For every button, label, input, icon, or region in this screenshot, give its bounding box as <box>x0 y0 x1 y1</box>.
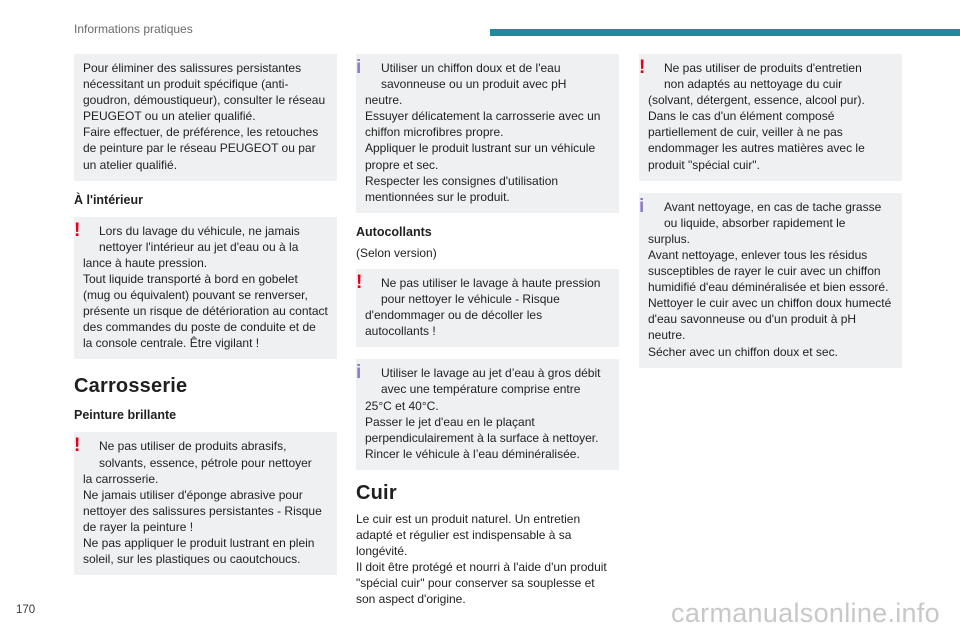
text-line: (solvant, détergent, essence, alcool pur). <box>648 93 865 108</box>
text-line: propre et sec. <box>365 157 439 172</box>
header-title: Informations pratiques <box>74 22 193 36</box>
info-icon: i <box>356 57 362 78</box>
text-line: Le cuir est un produit naturel. Un entretien <box>356 511 581 526</box>
text-line: endommager les autres matières avec le <box>648 141 865 156</box>
text-line: Nettoyer le cuir avec un chiffon doux humecté <box>648 296 892 311</box>
text-line: Faire effectuer, de préférence, les retouches <box>83 125 319 140</box>
text-line: mentionnées sur le produit. <box>365 189 510 204</box>
text-line: adapté et régulier est indispensable à sa <box>356 527 572 542</box>
text-line: pour nettoyer le véhicule - Risque <box>381 292 560 307</box>
text-line: la carrosserie. <box>83 471 159 486</box>
text-line: nettoyer l'intérieur au jet d'eau ou à la <box>99 239 299 254</box>
text-line: chiffon microfibres propre. <box>365 125 504 140</box>
text-line: goudron, démoustiqueur), consulter le réseau <box>83 93 326 108</box>
exclamation-icon: ! <box>74 219 81 241</box>
text-line: autocollants ! <box>365 324 436 339</box>
text-line: Appliquer le produit lustrant sur un véhicule <box>365 141 596 156</box>
text-line: lance à haute pression. <box>83 255 208 270</box>
info-box-persistent-dirt <box>74 54 337 181</box>
text-line: Pour éliminer des salissures persistantes <box>83 61 302 75</box>
text-line: un atelier qualifié. <box>83 157 178 172</box>
text-line: des commandes du poste de conduite et de <box>83 320 316 335</box>
text-line: surplus. <box>648 231 691 246</box>
text-line: solvants, essence, pétrole pour nettoyer <box>99 455 312 470</box>
header-accent-bar <box>490 29 960 36</box>
text-line: Lors du lavage du véhicule, ne jamais <box>99 223 300 238</box>
text-line: Ne jamais utiliser d'éponge abrasive pour <box>83 487 303 502</box>
info-box-leather-cleaning <box>639 193 902 368</box>
text-line: son aspect d'origine. <box>356 592 466 607</box>
column-3 <box>639 54 902 380</box>
text-line: Ne pas utiliser de produits d'entretien <box>664 61 862 75</box>
text-line: soleil, sur les plastiques ou caoutchoucs. <box>83 552 301 567</box>
text-line: ou liquide, absorber rapidement le <box>664 215 846 230</box>
text-line: la console centrale. Être vigilant ! <box>83 336 260 351</box>
text-line: Il doit être protégé et nourri à l'aide d'un produit <box>356 560 607 575</box>
text-line: présente un risque de détérioration au contact <box>83 304 328 319</box>
subheading-stickers: Autocollants <box>356 224 432 239</box>
section-title-leather: Cuir <box>356 481 397 504</box>
text-line: nécessitant un produit spécifique (anti- <box>83 77 289 92</box>
text-line: susceptibles de rayer le cuir avec un chiffon <box>648 264 881 279</box>
text-line: Respecter les consignes d'utilisation <box>365 173 559 188</box>
text-line: neutre. <box>648 328 686 343</box>
text-line: partiellement de cuir, veiller à ne pas <box>648 125 843 140</box>
text-line: Sécher avec un chiffon doux et sec. <box>648 344 838 359</box>
text-line: (mug ou équivalent) pouvant se renverser, <box>83 288 308 303</box>
section-title-bodywork: Carrosserie <box>74 375 188 398</box>
watermark: carmanualsonline.info <box>671 598 940 628</box>
version-note: (Selon version) <box>356 245 437 260</box>
exclamation-icon: ! <box>639 57 646 78</box>
text-line: de peinture par le réseau PEUGEOT ou par <box>83 141 316 156</box>
text-line: non adaptés au nettoyage du cuir <box>664 77 843 92</box>
exclamation-icon: ! <box>356 271 363 293</box>
text-line: Essuyer délicatement la carrosserie avec un <box>365 109 601 124</box>
text-line: Tout liquide transporté à bord en gobelet <box>83 271 298 286</box>
text-line: 25°C et 40°C. <box>365 398 439 413</box>
info-icon: i <box>356 362 362 384</box>
text-line: d'endommager ou de décoller les <box>365 308 543 323</box>
text-line: produit "spécial cuir". <box>648 157 760 172</box>
text-line: "spécial cuir" pour conserver sa souplesse et <box>356 576 595 591</box>
warning-box-interior <box>74 217 337 360</box>
column-2 <box>356 54 619 617</box>
subheading-glossy-paint: Peinture brillante <box>74 408 177 423</box>
text-line: d'eau savonneuse ou d'un produit à pH <box>648 312 857 327</box>
exclamation-icon: ! <box>74 435 81 457</box>
text-line: neutre. <box>365 93 403 108</box>
text-line: Utiliser le lavage au jet d’eau à gros débit <box>381 366 601 381</box>
text-line: Avant nettoyage, en cas de tache grasse <box>664 199 882 214</box>
text-line: savonneuse ou un produit avec pH <box>381 77 567 92</box>
text-line: Ne pas utiliser le lavage à haute pression <box>381 275 601 290</box>
column-1 <box>74 54 337 587</box>
text-line: Rincer le véhicule à l’eau déminéralisée. <box>365 446 580 461</box>
text-line: humidifié d'eau déminéralisée et bien essoré. <box>648 280 889 295</box>
text-line: Ne pas utiliser de produits abrasifs, <box>99 439 287 454</box>
leather-paragraph <box>356 511 619 608</box>
warning-box-paint <box>74 432 337 575</box>
info-box-washing <box>356 54 619 213</box>
text-line: avec une température comprise entre <box>381 382 581 397</box>
subheading-interior: À l'intérieur <box>74 192 143 207</box>
warning-box-leather <box>639 54 902 181</box>
text-line: longévité. <box>356 544 408 559</box>
text-line: Avant nettoyage, enlever tous les résidus <box>648 247 868 262</box>
info-icon: i <box>639 195 645 217</box>
text-line: nettoyer des salissures persistantes - Risque <box>83 503 322 518</box>
warning-box-stickers <box>356 269 619 347</box>
text-line: de rayer la peinture ! <box>83 519 194 534</box>
text-line: perpendiculairement à la surface à nettoyer. <box>365 430 599 445</box>
text-line: PEUGEOT ou un atelier qualifié. <box>83 109 256 124</box>
info-box-stickers-washing <box>356 359 619 470</box>
text-line: Utiliser un chiffon doux et de l'eau <box>381 61 561 75</box>
text-line: Ne pas appliquer le produit lustrant en plein <box>83 535 315 550</box>
text-line: Dans le cas d'un élément composé <box>648 109 835 124</box>
page-number: 170 <box>16 604 36 616</box>
text-line: Passer le jet d'eau en le plaçant <box>365 414 535 429</box>
